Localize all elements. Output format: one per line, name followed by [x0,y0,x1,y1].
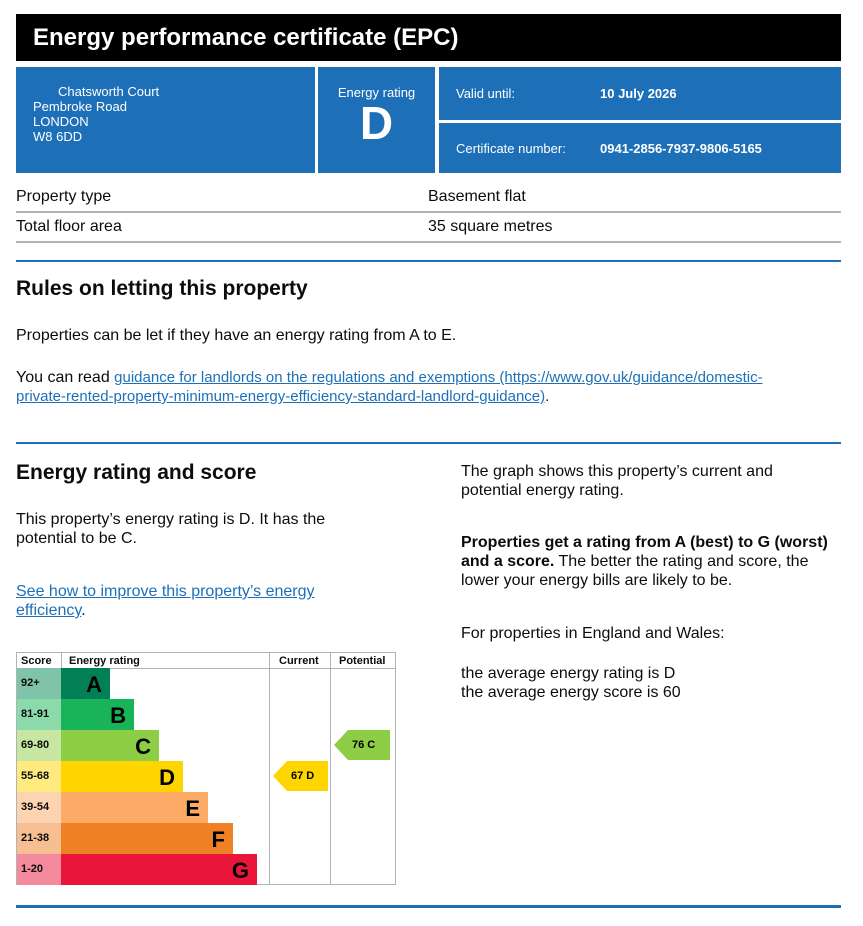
region-paragraph: For properties in England and Wales: [461,625,725,642]
band-score-a: 92+ [17,668,61,699]
section-divider [16,905,841,908]
landlord-guidance-link-cont[interactable]: private-rented-property-minimum-energy-efficiency-standard-landlord-guidance) [16,388,546,405]
score-column-header: Score [21,655,52,667]
section-divider [16,260,841,262]
address-line: Chatsworth Court [58,84,160,99]
potential-rating-arrow [334,730,390,760]
current-rating-arrow [273,761,328,791]
band-score-b: 81-91 [17,699,61,730]
average-paragraph [461,664,681,702]
current-rating-arrow-label: 67 D [291,770,315,782]
section-divider [16,442,841,444]
floor-area-row [16,213,841,243]
address-block [16,67,315,173]
landlord-guidance-link[interactable]: guidance for landlords on the regulations and exemptions (https://www.gov.uk/guidance/domestic- [114,369,763,386]
energy-para-line: potential to be C. [16,530,137,547]
band-bar-g: G [61,854,257,885]
valid-until-value: 10 July 2026 [600,86,677,101]
rating-explanation-bold: and a score. [461,553,555,570]
certificate-number-label: Certificate number: [456,140,566,156]
band-bar-a: A [61,668,110,699]
band-score-g: 1-20 [17,854,61,885]
property-type-value: Basement flat [428,188,526,205]
improve-paragraph [16,582,315,620]
guidance-prefix: You can read [16,369,115,386]
column-separator [330,653,331,884]
letting-guidance-paragraph [16,368,841,406]
current-column-header: Current [279,655,319,667]
potential-column-header: Potential [339,655,386,667]
address-line: Pembroke Road [33,99,127,114]
improve-suffix: . [81,602,86,619]
band-bar-f: F [61,823,233,854]
certificate-number-block [439,123,841,173]
graph-explanation-line: potential energy rating. [461,482,624,499]
energy-rating-value: D [359,97,394,149]
band-bar-c: C [61,730,159,761]
band-bar-d: D [61,761,183,792]
improve-efficiency-link[interactable]: See how to improve this property’s energy [16,583,315,600]
letting-heading: Rules on letting this property [16,277,308,300]
energy-rating-paragraph [16,510,325,548]
average-rating-line: the average energy rating is D [461,665,676,682]
energy-rating-box [318,67,435,173]
address-line: LONDON [33,114,89,129]
band-score-c: 69-80 [17,730,61,761]
energy-rating-label: Energy rating [337,85,416,100]
valid-until-block [439,67,841,120]
guidance-suffix: . [545,388,550,405]
property-type-label: Property type [16,188,112,205]
property-type-row [16,183,841,213]
certificate-number-value: 0941-2856-7937-9806-5165 [600,140,762,156]
band-bar-b: B [61,699,134,730]
floor-area-value: 35 square metres [428,218,553,235]
improve-efficiency-link-cont[interactable]: efficiency [16,602,82,619]
property-summary [16,183,841,243]
floor-area-label: Total floor area [16,218,122,235]
rating-explanation [461,533,828,590]
energy-heading: Energy rating and score [16,461,257,484]
band-score-d: 55-68 [17,761,61,792]
graph-explanation-line: The graph shows this property’s current and [461,463,773,480]
band-score-e: 39-54 [17,792,61,823]
band-score-f: 21-38 [17,823,61,854]
rating-column-header: Energy rating [69,655,140,667]
rating-explanation-bold: Properties get a rating from A (best) to G (worst) [461,534,828,551]
energy-para-line: This property’s energy rating is D. It has the [16,511,326,528]
graph-explanation [461,462,773,500]
page-title: Energy performance certificate (EPC) [16,14,841,61]
band-bar-e: E [61,792,208,823]
potential-rating-arrow-label: 76 C [352,739,376,751]
rating-explanation-text: The better the rating and score, the [554,553,809,570]
energy-rating-chart [16,652,396,885]
column-separator [269,653,270,884]
valid-until-label: Valid until: [456,86,516,101]
address-line: W8 6DD [33,129,83,144]
rating-explanation-text: lower your energy bills are likely to be. [461,572,733,589]
letting-paragraph: Properties can be let if they have an energy rating from A to E. [16,327,457,344]
average-score-line: the average energy score is 60 [461,684,681,701]
